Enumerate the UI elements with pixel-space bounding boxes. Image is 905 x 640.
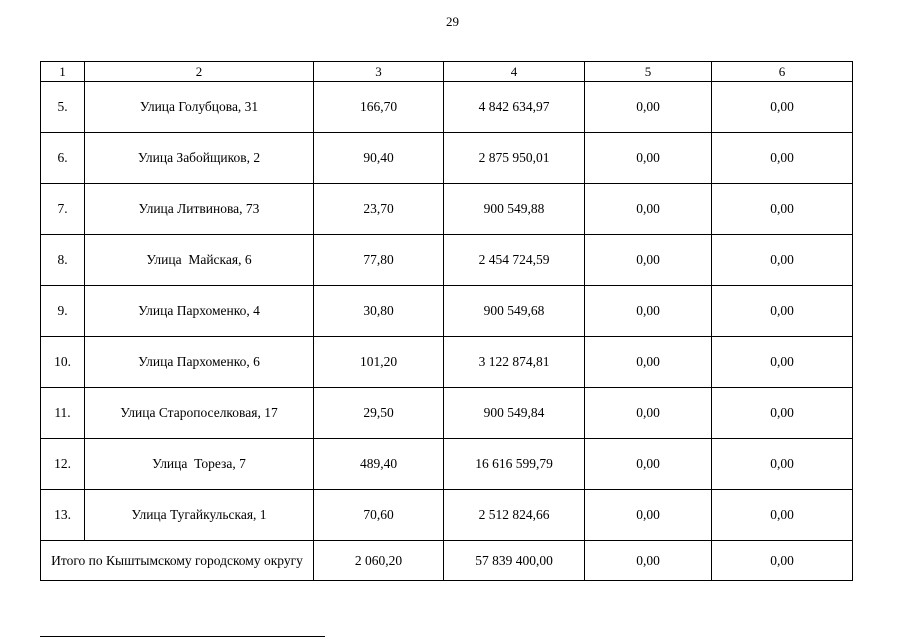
cell-col6: 0,00 [712,235,853,286]
cell-col5: 0,00 [585,133,712,184]
column-header: 3 [314,62,444,82]
table-row [41,439,853,490]
street-name: Улица Майская, 6 [85,235,314,286]
cell-col4: 900 549,68 [444,286,585,337]
row-number: 7. [41,184,85,235]
cell-col4: 3 122 874,81 [444,337,585,388]
table-header-row [41,62,853,82]
column-header: 1 [41,62,85,82]
cell-col6: 0,00 [712,388,853,439]
page-number: 29 [446,14,459,29]
street-name: Улица Забойщиков, 2 [85,133,314,184]
row-number: 13. [41,490,85,541]
cell-col3: 77,80 [314,235,444,286]
cell-col4: 2 875 950,01 [444,133,585,184]
cell-col6: 0,00 [712,337,853,388]
data-table [40,61,853,581]
table-row [41,235,853,286]
street-name: Улица Пархоменко, 6 [85,337,314,388]
row-number: 10. [41,337,85,388]
table-row [41,133,853,184]
cell-col6: 0,00 [712,82,853,133]
cell-col4: 900 549,88 [444,184,585,235]
cell-col4: 16 616 599,79 [444,439,585,490]
column-header: 2 [85,62,314,82]
cell-col3: 23,70 [314,184,444,235]
cell-col4: 900 549,84 [444,388,585,439]
cell-col6: 0,00 [712,490,853,541]
row-number: 11. [41,388,85,439]
cell-col3: 90,40 [314,133,444,184]
cell-col3: 70,60 [314,490,444,541]
table-row [41,286,853,337]
total-row [41,541,853,581]
cell-col5: 0,00 [585,235,712,286]
cell-col5: 0,00 [585,337,712,388]
cell-col5: 0,00 [585,82,712,133]
column-header: 4 [444,62,585,82]
street-name: Улица Старопоселковая, 17 [85,388,314,439]
row-number: 9. [41,286,85,337]
cell-col5: 0,00 [585,286,712,337]
footnote-divider [40,636,325,637]
cell-col3: 489,40 [314,439,444,490]
cell-col3: 30,80 [314,286,444,337]
cell-col3: 29,50 [314,388,444,439]
cell-col3: 101,20 [314,337,444,388]
table-row [41,337,853,388]
cell-col5: 0,00 [585,184,712,235]
row-number: 6. [41,133,85,184]
cell-col4: 2 454 724,59 [444,235,585,286]
street-name: Улица Голубцова, 31 [85,82,314,133]
total-label: Итого по Кыштымскому городскому округу [41,541,314,581]
street-name: Улица Литвинова, 73 [85,184,314,235]
street-name: Улица Тореза, 7 [85,439,314,490]
cell-col6: 0,00 [712,286,853,337]
cell-col6: 0,00 [712,439,853,490]
table-row [41,82,853,133]
cell-col3: 166,70 [314,82,444,133]
row-number: 5. [41,82,85,133]
table-row [41,490,853,541]
cell-col5: 0,00 [585,439,712,490]
total-col6: 0,00 [712,541,853,581]
cell-col6: 0,00 [712,184,853,235]
row-number: 12. [41,439,85,490]
cell-col5: 0,00 [585,388,712,439]
table-row [41,184,853,235]
street-name: Улица Пархоменко, 4 [85,286,314,337]
total-col5: 0,00 [585,541,712,581]
cell-col5: 0,00 [585,490,712,541]
column-header: 6 [712,62,853,82]
total-col4: 57 839 400,00 [444,541,585,581]
cell-col4: 4 842 634,97 [444,82,585,133]
row-number: 8. [41,235,85,286]
street-name: Улица Тугайкульская, 1 [85,490,314,541]
table-row [41,388,853,439]
total-col3: 2 060,20 [314,541,444,581]
cell-col6: 0,00 [712,133,853,184]
cell-col4: 2 512 824,66 [444,490,585,541]
column-header: 5 [585,62,712,82]
